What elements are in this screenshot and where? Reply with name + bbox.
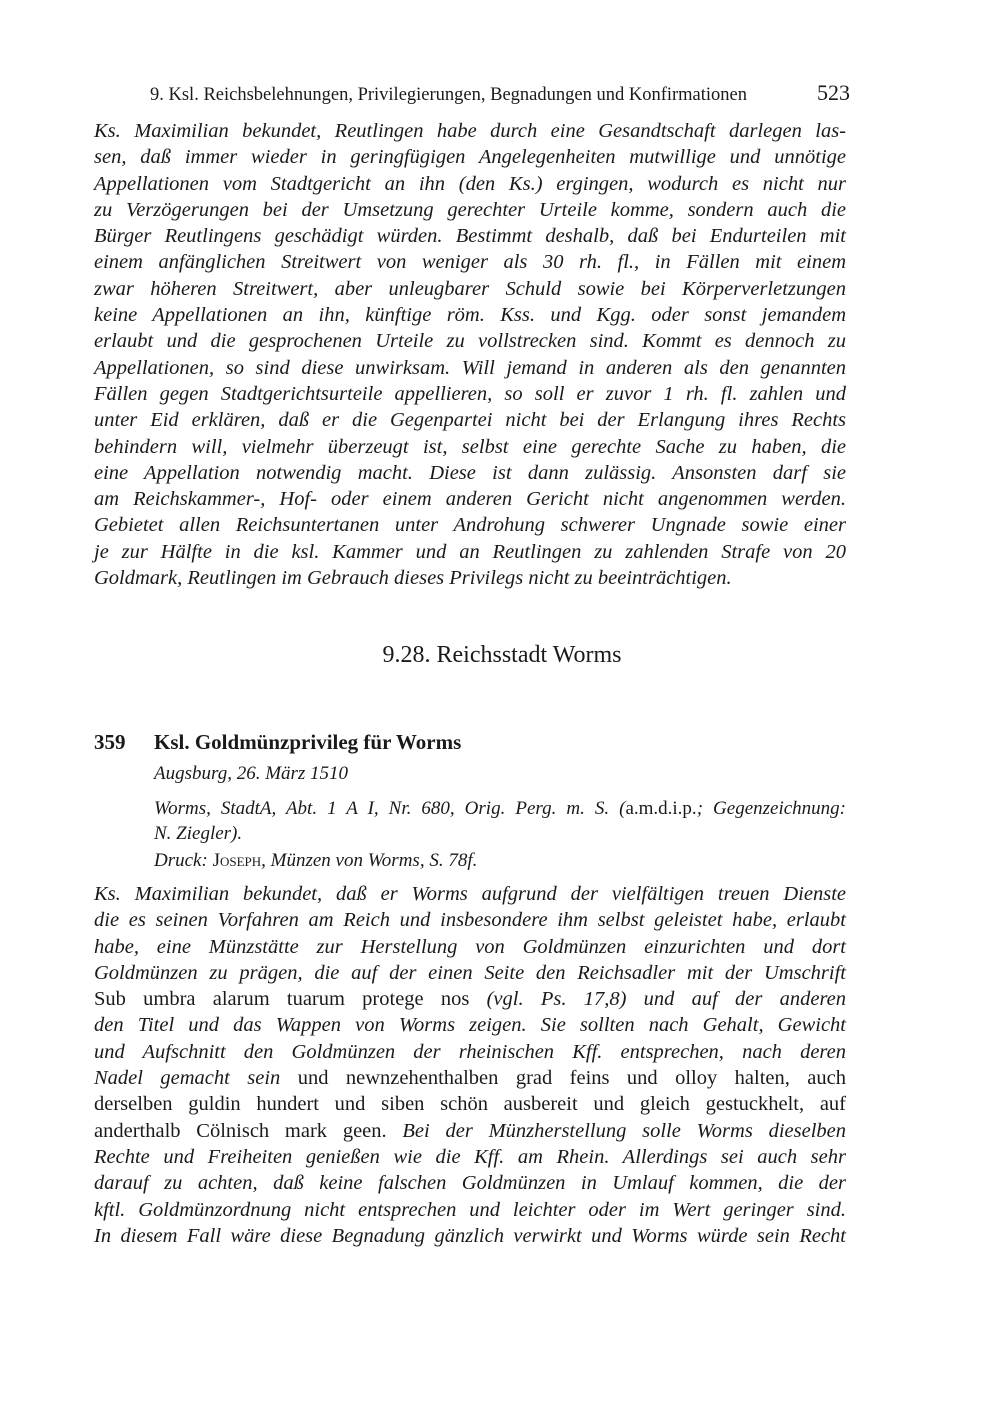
text-line: behindern will, vielmehr überzeugt ist, selbst eine gerechte Sache zu haben, die xyxy=(94,435,846,458)
entry-print xyxy=(154,850,846,872)
text-line: keine Appellationen an ihn, künftige röm. Kss. und Kgg. oder sonst jemandem xyxy=(94,304,846,327)
entry-source xyxy=(154,796,846,846)
text-line: einem anfänglichen Streitwert von weniger als 30 rh. fl., in Fällen mit einem xyxy=(94,251,846,274)
text-line: je zur Hälfte in die ksl. Kammer und an Reutlingen zu zahlenden Strafe von 20 xyxy=(94,540,846,563)
text-line: darauf zu achten, daß keine falschen Goldmünzen in Umlauf kommen, die der xyxy=(94,1172,846,1195)
entry-number: 359 xyxy=(94,730,126,754)
source-abbrev: a.m.d.i.p. xyxy=(625,798,697,819)
text-line: Fällen gegen Stadtgerichtsurteile appellieren, so soll er zuvor 1 rh. fl. zahlen und xyxy=(94,382,846,405)
text-line: Goldmünzen zu prägen, die auf der einen Seite den Reichsadler mit der Umschrift xyxy=(94,961,846,984)
text-line: habe, eine Münzstätte zur Herstellung von Goldmünzen einzurichten und dort xyxy=(94,935,846,958)
text-line: Gebietet allen Reichsuntertanen unter Androhung schwerer Ungnade sowie einer xyxy=(94,514,846,537)
text-line: und Aufschnitt den Goldmünzen der rheinischen Kff. entsprechen, nach deren xyxy=(94,1040,846,1063)
print-label: Druck: xyxy=(154,850,208,871)
text-line: Ks. Maximilian bekundet, Reutlingen habe durch eine Gesandtschaft darlegen las- xyxy=(94,120,846,142)
previous-entry-summary xyxy=(94,118,846,591)
text-line: zu Verzögerungen bei der Umsetzung gerechter Urteile komme, sondern auch die xyxy=(94,198,846,221)
source-countersign: N. Ziegler). xyxy=(154,823,243,844)
text-line: zwar höheren Streitwert, aber unleugbarer Schuld sowie bei Körperverletzungen xyxy=(94,277,846,300)
page-number: 523 xyxy=(817,80,850,105)
text-line: Bürger Reutlingens geschädigt würden. Bestimmt deshalb, daß bei Endurteilen mit xyxy=(94,225,846,248)
print-reference: , Münzen von Worms, S. 78f. xyxy=(261,850,478,871)
running-header-title: 9. Ksl. Reichsbelehnungen, Privilegierungen, Begnadungen und Konfirmationen xyxy=(150,85,748,105)
quoted-inscription: Sub umbra alarum tuarum protege nos xyxy=(94,988,470,1011)
entry-summary xyxy=(94,881,846,1249)
text-span: Nadel gemacht sein xyxy=(94,1067,281,1090)
quoted-source-text: derselben guldin hundert und siben schön ausbereit und gleich gestuckhelt, auf xyxy=(94,1093,846,1116)
quoted-source-text: und newnzehenthalben grad feins und olloy halten, auch xyxy=(297,1067,846,1090)
section-heading: 9.28. Reichsstadt Worms xyxy=(382,642,622,668)
text-line: Rechte und Freiheiten genießen wie die Kff. am Rhein. Allerdings sei auch sehr xyxy=(94,1145,846,1168)
text-line: den Titel und das Wappen von Worms zeigen. Sie sollten nach Gehalt, Gewicht xyxy=(94,1014,846,1037)
source-countersign-label: ; Gegenzeichnung: xyxy=(696,798,846,819)
text-line: sen, daß immer wieder in geringfügigen Angelegenheiten mutwillige und unnötige xyxy=(94,146,846,169)
text-line: unter Eid erklären, daß er die Gegenpartei nicht bei der Erlangung ihres Rechts xyxy=(94,409,846,432)
text-line: erlaubt und die gesprochenen Urteile zu vollstrecken sind. Kommt es dennoch zu xyxy=(94,330,846,353)
text-line: Goldmark, Reutlingen im Gebrauch dieses Privilegs nicht zu beeinträchtigen. xyxy=(94,567,732,590)
source-archive: Worms, StadtA, Abt. 1 A I, Nr. 680, Orig. Perg. m. S. ( xyxy=(154,798,626,819)
entry-place-date: Augsburg, 26. März 1510 xyxy=(154,763,349,784)
text-line xyxy=(94,986,846,1012)
entry-title: Ksl. Goldmünzprivileg für Worms xyxy=(154,730,462,754)
text-line: Ks. Maximilian bekundet, daß er Worms aufgrund der vielfältigen treuen Dienste xyxy=(94,883,846,905)
running-header xyxy=(150,80,850,106)
text-line: am Reichskammer-, Hof- oder einem anderen Gericht nicht angenommen werden. xyxy=(94,488,846,511)
text-span: (vgl. Ps. 17,8) und auf der anderen xyxy=(486,988,847,1011)
quoted-source-text: anderthalb Cölnisch mark geen. xyxy=(94,1119,387,1142)
text-line xyxy=(94,1118,846,1144)
text-line: Appellationen, so sind diese unwirksam. Will jemand in anderen als den genannten xyxy=(94,356,846,379)
text-line xyxy=(94,1065,846,1091)
text-line: kftl. Goldmünzordnung nicht entsprechen und leichter oder im Wert geringer sind. xyxy=(94,1198,846,1221)
text-line: In diesem Fall wäre diese Begnadung gänzlich verwirkt und Worms würde sein Recht xyxy=(94,1224,846,1247)
text-line: eine Appellation notwendig macht. Diese ist dann zulässig. Ansonsten darf sie xyxy=(94,461,846,484)
print-author: Joseph xyxy=(212,850,262,871)
text-line: Appellationen vom Stadtgericht an ihn (den Ks.) ergingen, wodurch es nicht nur xyxy=(94,172,846,195)
text-span: Bei der Münzherstellung solle Worms dieselben xyxy=(402,1119,846,1142)
entry-heading xyxy=(94,730,461,755)
text-line: die es seinen Vorfahren am Reich und insbesondere ihm selbst geleistet habe, erlaubt xyxy=(94,909,846,932)
